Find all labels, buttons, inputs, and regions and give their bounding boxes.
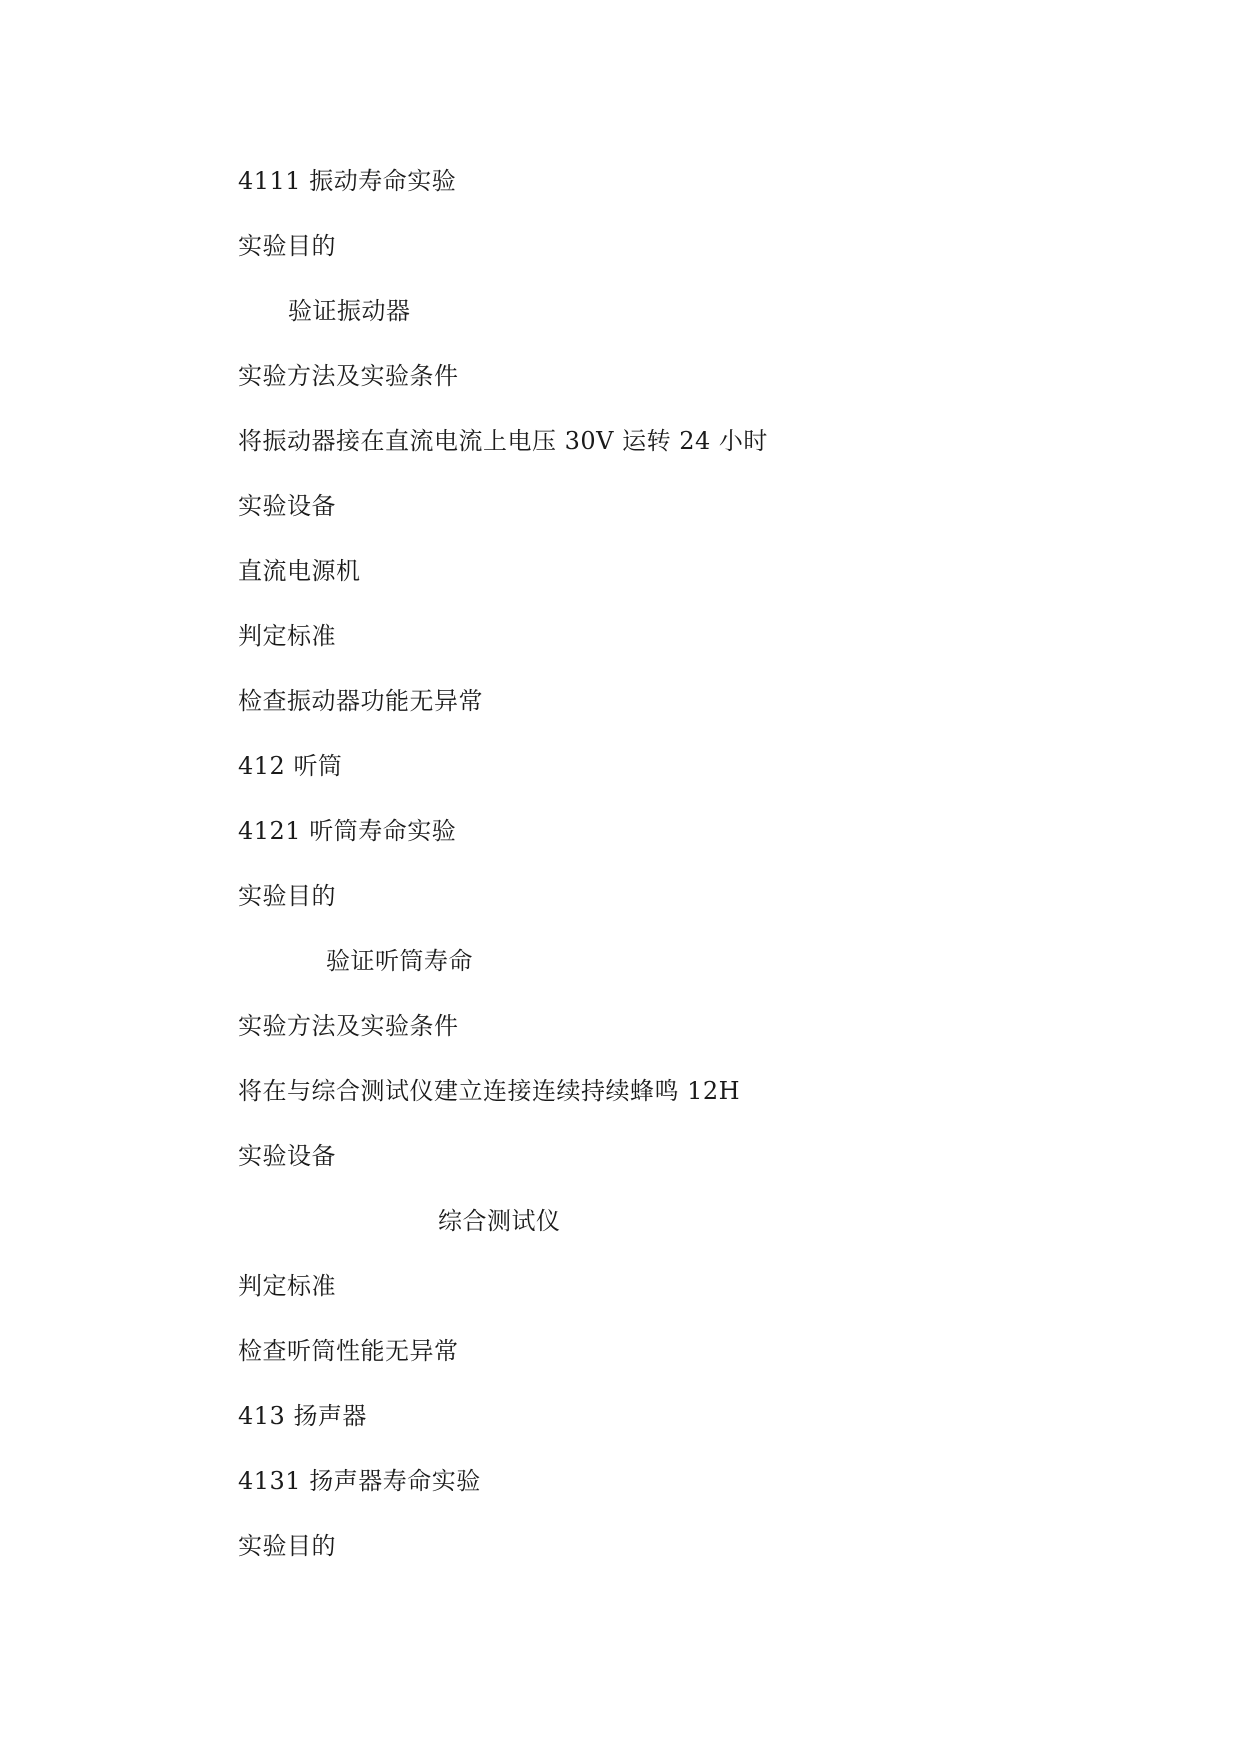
label-criteria: 判定标准 <box>238 1272 336 1300</box>
label-purpose: 实验目的 <box>238 232 336 260</box>
text-equipment: 直流电源机 <box>238 557 361 585</box>
label-purpose: 实验目的 <box>238 882 336 910</box>
label-method: 实验方法及实验条件 <box>238 1012 459 1040</box>
section-heading-4111: 4111 振动寿命实验 <box>238 167 457 195</box>
section-heading-4131: 4131 扬声器寿命实验 <box>238 1467 481 1495</box>
label-equipment: 实验设备 <box>238 492 336 520</box>
text-criteria: 检查振动器功能无异常 <box>238 687 483 715</box>
text-equipment: 综合测试仪 <box>438 1207 561 1235</box>
label-equipment: 实验设备 <box>238 1142 336 1170</box>
label-method: 实验方法及实验条件 <box>238 362 459 390</box>
text-method: 将振动器接在直流电流上电压 30V 运转 24 小时 <box>238 427 768 455</box>
label-criteria: 判定标准 <box>238 622 336 650</box>
section-heading-413: 413 扬声器 <box>238 1402 367 1430</box>
text-purpose: 验证听筒寿命 <box>326 947 473 975</box>
text-purpose: 验证振动器 <box>288 297 411 325</box>
label-purpose: 实验目的 <box>238 1532 336 1560</box>
section-heading-412: 412 听筒 <box>238 752 343 780</box>
text-criteria: 检查听筒性能无异常 <box>238 1337 459 1365</box>
section-heading-4121: 4121 听筒寿命实验 <box>238 817 457 845</box>
text-method: 将在与综合测试仪建立连接连续持续蜂鸣 12H <box>238 1077 741 1105</box>
